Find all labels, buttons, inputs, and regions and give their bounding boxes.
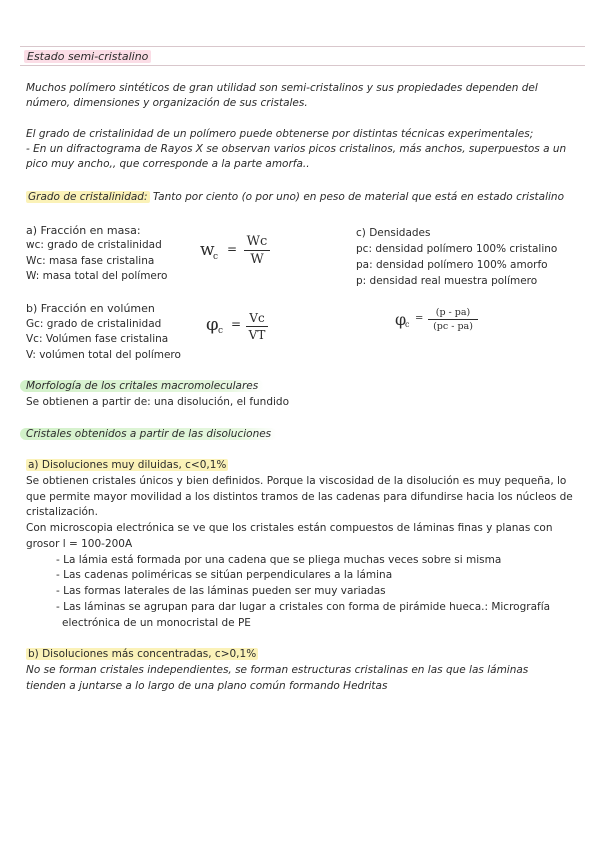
morphology-heading	[20, 380, 264, 393]
densities-line-1: pc: densidad polímero 100% cristalino	[356, 243, 558, 255]
mass-fraction-line-3: W: masa total del polímero	[26, 270, 168, 282]
volume-symbol-sub: c	[218, 326, 224, 336]
definition-text: Tanto por ciento (o por uno) en peso de material que está en estado cristalino	[152, 191, 565, 203]
mass-symbol: w	[200, 240, 215, 260]
densities-heading: c) Densidades	[356, 227, 431, 239]
mass-fraction-line-2: Wc: masa fase cristalina	[26, 255, 155, 267]
morphology-text: Se obtienen a partir de: una disolución, el fundido	[26, 396, 289, 408]
mass-fraction-heading: a) Fracción en masa:	[26, 224, 141, 237]
definition	[26, 191, 564, 204]
title-bottom-rule	[20, 65, 585, 66]
density-symbol-sub: c	[405, 320, 410, 329]
mass-equals: =	[227, 242, 238, 256]
volume-fraction-fraction	[246, 311, 268, 342]
definition-term: Grado de cristalinidad:	[28, 191, 148, 203]
density-formula	[395, 307, 495, 340]
crystallinity-line-1: El grado de cristalinidad de un polímero puede obtenerse por distintas técnicas experimentales;	[26, 128, 534, 140]
volume-equals: =	[231, 317, 242, 331]
volume-fraction-numerator: Vc	[249, 311, 265, 325]
concentrated-line-1: No se forman cristales independientes, se forman estructuras cristalinas en las que las láminas	[26, 664, 529, 676]
dilute-line-3: cristalización.	[26, 506, 98, 518]
crystallinity-line-3: pico muy ancho,, que corresponde a la parte amorfa..	[26, 158, 310, 170]
page-title-text: Estado semi-cristalino	[24, 50, 151, 63]
volume-fraction-line-1: Gc: grado de cristalinidad	[26, 318, 162, 330]
concentrated-line-2: tienden a juntarse a lo largo de una plano común formando Hedritas	[26, 680, 388, 692]
dilute-line-5: grosor l = 100-200A	[26, 538, 133, 550]
volume-fraction-denominator: VT	[248, 328, 266, 342]
intro-line-2: número, dimensiones y organización de sus cristales.	[26, 97, 308, 109]
density-bar	[428, 319, 478, 320]
volume-fraction-line-2: Vc: Volúmen fase cristalina	[26, 333, 169, 345]
concentrated-heading-text: b) Disoluciones más concentradas, c>0,1%	[28, 648, 257, 660]
mass-symbol-sub: c	[213, 252, 219, 262]
dilute-bullet-4: - Las láminas se agrupan para dar lugar a cristales con forma de pirámide hueca.: Micrografía	[56, 601, 551, 613]
mass-fraction-formula	[200, 234, 280, 274]
from-solutions-heading	[20, 428, 277, 441]
density-symbol: φ	[395, 310, 407, 329]
density-denominator: (pc - pa)	[433, 321, 473, 332]
morphology-heading-text: Morfología de los critales macromoleculares	[20, 380, 264, 392]
volume-fraction-line-3: V: volúmen total del polímero	[26, 349, 181, 361]
dilute-bullet-1: - La lámia está formada por una cadena que se pliega muchas veces sobre si misma	[56, 554, 502, 566]
volume-fraction-formula	[206, 311, 276, 348]
dilute-line-4: Con microscopia electrónica se ve que los cristales están compuestos de láminas finas y planas con	[26, 522, 553, 534]
dilute-bullet-5: electrónica de un monocristal de PE	[62, 617, 251, 629]
volume-fraction-heading: b) Fracción en volúmen	[26, 302, 155, 315]
intro-line-1: Muchos polímero sintéticos de gran utilidad son semi-cristalinos y sus propiedades dependen del	[26, 82, 538, 94]
density-fraction	[428, 307, 478, 332]
volume-symbol: φ	[206, 314, 219, 335]
density-equals: =	[415, 313, 424, 324]
density-numerator: (p - pa)	[435, 307, 471, 318]
page-title	[24, 50, 151, 63]
crystallinity-line-2: - En un difractograma de Rayos X se observan varios picos cristalinos, más anchos, superpuestos a un	[26, 143, 567, 155]
concentrated-heading	[26, 648, 258, 661]
mass-fraction-line-1: wc: grado de cristalinidad	[26, 239, 162, 251]
mass-fraction-numerator: Wc	[246, 234, 268, 249]
mass-fraction-fraction	[244, 234, 270, 267]
dilute-heading	[26, 459, 228, 472]
from-solutions-heading-text: Cristales obtenidos a partir de las disoluciones	[20, 428, 277, 440]
densities-line-3: p: densidad real muestra polímero	[356, 275, 538, 287]
dilute-bullet-2: - Las cadenas poliméricas se sitúan perpendiculares a la lámina	[56, 569, 393, 581]
dilute-line-2: que permite mayor movilidad a los distintos tramos de las cadenas para difundirse hacia los núcleos de	[26, 491, 573, 503]
mass-fraction-bar	[244, 250, 270, 251]
densities-line-2: pa: densidad polímero 100% amorfo	[356, 259, 548, 271]
dilute-heading-text: a) Disoluciones muy diluidas, c<0,1%	[28, 459, 227, 471]
dilute-bullet-3: - Las formas laterales de las láminas pueden ser muy variadas	[56, 585, 386, 597]
volume-fraction-bar	[246, 326, 268, 327]
title-top-rule	[20, 46, 585, 47]
mass-fraction-denominator: W	[250, 252, 264, 267]
dilute-line-1: Se obtienen cristales únicos y bien definidos. Porque la viscosidad de la disolución es muy pequeña, lo	[26, 475, 567, 487]
